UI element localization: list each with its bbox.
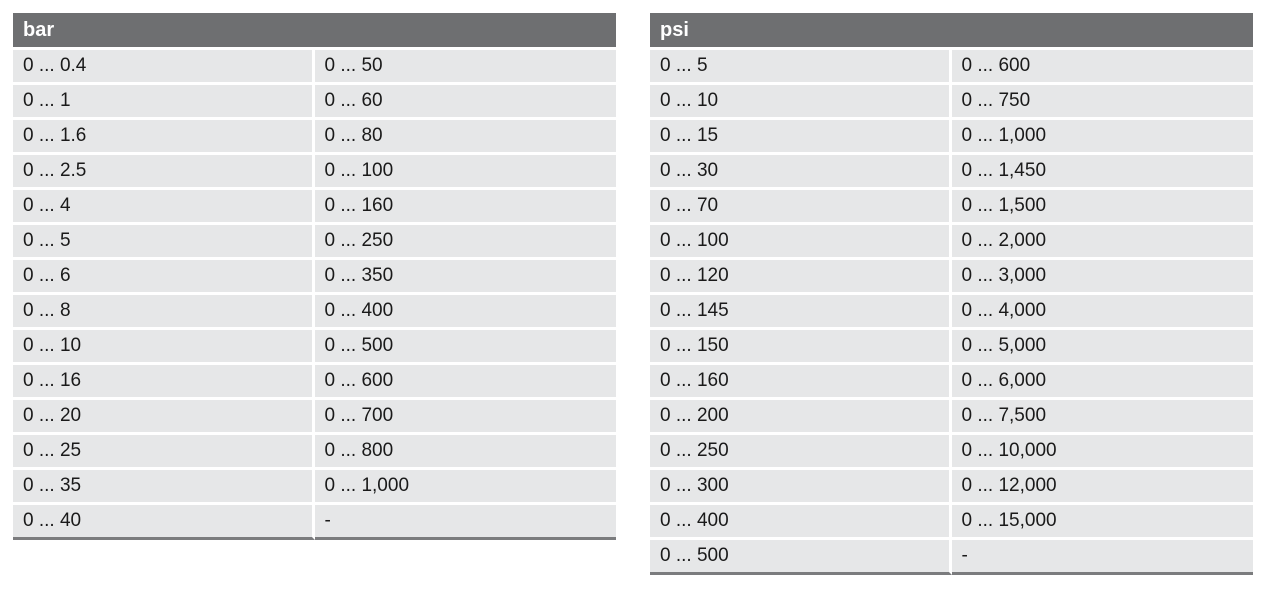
range-cell-left: 0 ... 35	[13, 470, 315, 505]
range-cell-left: 0 ... 0.4	[13, 50, 315, 85]
range-cell-left: 0 ... 120	[650, 260, 952, 295]
range-cell-left: 0 ... 250	[650, 435, 952, 470]
range-cell-left: 0 ... 1.6	[13, 120, 315, 155]
range-cell-right: 0 ... 50	[315, 50, 617, 85]
table-row	[650, 470, 1253, 505]
range-cell-right: 0 ... 2,000	[952, 225, 1254, 260]
range-cell-right: 0 ... 1,000	[315, 470, 617, 505]
range-cell-right: 0 ... 4,000	[952, 295, 1254, 330]
table-row	[650, 225, 1253, 260]
range-cell-right: 0 ... 350	[315, 260, 617, 295]
range-cell-right: -	[315, 505, 617, 540]
table-row	[650, 505, 1253, 540]
range-cell-right: -	[952, 540, 1254, 575]
range-cell-left: 0 ... 4	[13, 190, 315, 225]
table-row	[650, 155, 1253, 190]
table-row	[13, 85, 616, 120]
table-row	[13, 400, 616, 435]
table-header-psi: psi	[650, 13, 1253, 50]
table-row	[650, 365, 1253, 400]
table-row	[650, 85, 1253, 120]
table-row	[13, 365, 616, 400]
range-cell-right: 0 ... 10,000	[952, 435, 1254, 470]
range-cell-left: 0 ... 8	[13, 295, 315, 330]
range-cell-right: 0 ... 12,000	[952, 470, 1254, 505]
table-row	[650, 435, 1253, 470]
table-header-bar: bar	[13, 13, 616, 50]
range-cell-left: 0 ... 2.5	[13, 155, 315, 190]
range-cell-left: 0 ... 15	[650, 120, 952, 155]
range-cell-left: 0 ... 5	[650, 50, 952, 85]
table-row	[13, 155, 616, 190]
range-cell-right: 0 ... 800	[315, 435, 617, 470]
range-cell-left: 0 ... 300	[650, 470, 952, 505]
table-row	[13, 470, 616, 505]
range-cell-left: 0 ... 1	[13, 85, 315, 120]
table-row	[13, 330, 616, 365]
table-row	[13, 50, 616, 85]
range-cell-right: 0 ... 600	[952, 50, 1254, 85]
range-cell-right: 0 ... 160	[315, 190, 617, 225]
range-cell-right: 0 ... 600	[315, 365, 617, 400]
table-body-bar	[13, 50, 616, 540]
range-cell-left: 0 ... 500	[650, 540, 952, 575]
range-cell-left: 0 ... 10	[650, 85, 952, 120]
table-row	[650, 540, 1253, 575]
table-row	[650, 50, 1253, 85]
range-cell-left: 0 ... 30	[650, 155, 952, 190]
psi-range-table	[650, 13, 1253, 575]
range-cell-left: 0 ... 145	[650, 295, 952, 330]
table-row	[13, 435, 616, 470]
range-cell-left: 0 ... 160	[650, 365, 952, 400]
table-row	[650, 295, 1253, 330]
range-cell-right: 0 ... 5,000	[952, 330, 1254, 365]
range-cell-left: 0 ... 400	[650, 505, 952, 540]
table-header-row	[650, 13, 1253, 50]
range-cell-right: 0 ... 60	[315, 85, 617, 120]
range-cell-left: 0 ... 6	[13, 260, 315, 295]
range-cell-left: 0 ... 40	[13, 505, 315, 540]
table-row	[13, 260, 616, 295]
range-cell-right: 0 ... 7,500	[952, 400, 1254, 435]
range-cell-right: 0 ... 100	[315, 155, 617, 190]
range-cell-left: 0 ... 70	[650, 190, 952, 225]
table-row	[650, 190, 1253, 225]
table-row	[650, 260, 1253, 295]
range-cell-left: 0 ... 150	[650, 330, 952, 365]
table-row	[650, 330, 1253, 365]
range-cell-left: 0 ... 16	[13, 365, 315, 400]
range-cell-left: 0 ... 10	[13, 330, 315, 365]
table-row	[650, 400, 1253, 435]
table-header-row	[13, 13, 616, 50]
range-cell-left: 0 ... 100	[650, 225, 952, 260]
range-cell-right: 0 ... 500	[315, 330, 617, 365]
table-row	[13, 190, 616, 225]
range-cell-right: 0 ... 400	[315, 295, 617, 330]
bar-range-table	[13, 13, 616, 540]
range-cell-left: 0 ... 200	[650, 400, 952, 435]
range-cell-left: 0 ... 20	[13, 400, 315, 435]
range-cell-right: 0 ... 700	[315, 400, 617, 435]
range-cell-left: 0 ... 25	[13, 435, 315, 470]
range-cell-right: 0 ... 250	[315, 225, 617, 260]
range-cell-right: 0 ... 3,000	[952, 260, 1254, 295]
range-cell-left: 0 ... 5	[13, 225, 315, 260]
range-cell-right: 0 ... 6,000	[952, 365, 1254, 400]
range-cell-right: 0 ... 1,500	[952, 190, 1254, 225]
range-cell-right: 0 ... 15,000	[952, 505, 1254, 540]
table-row	[13, 505, 616, 540]
range-cell-right: 0 ... 750	[952, 85, 1254, 120]
table-row	[13, 295, 616, 330]
range-cell-right: 0 ... 1,450	[952, 155, 1254, 190]
table-row	[650, 120, 1253, 155]
table-row	[13, 120, 616, 155]
table-row	[13, 225, 616, 260]
range-cell-right: 0 ... 80	[315, 120, 617, 155]
range-cell-right: 0 ... 1,000	[952, 120, 1254, 155]
table-body-psi	[650, 50, 1253, 575]
